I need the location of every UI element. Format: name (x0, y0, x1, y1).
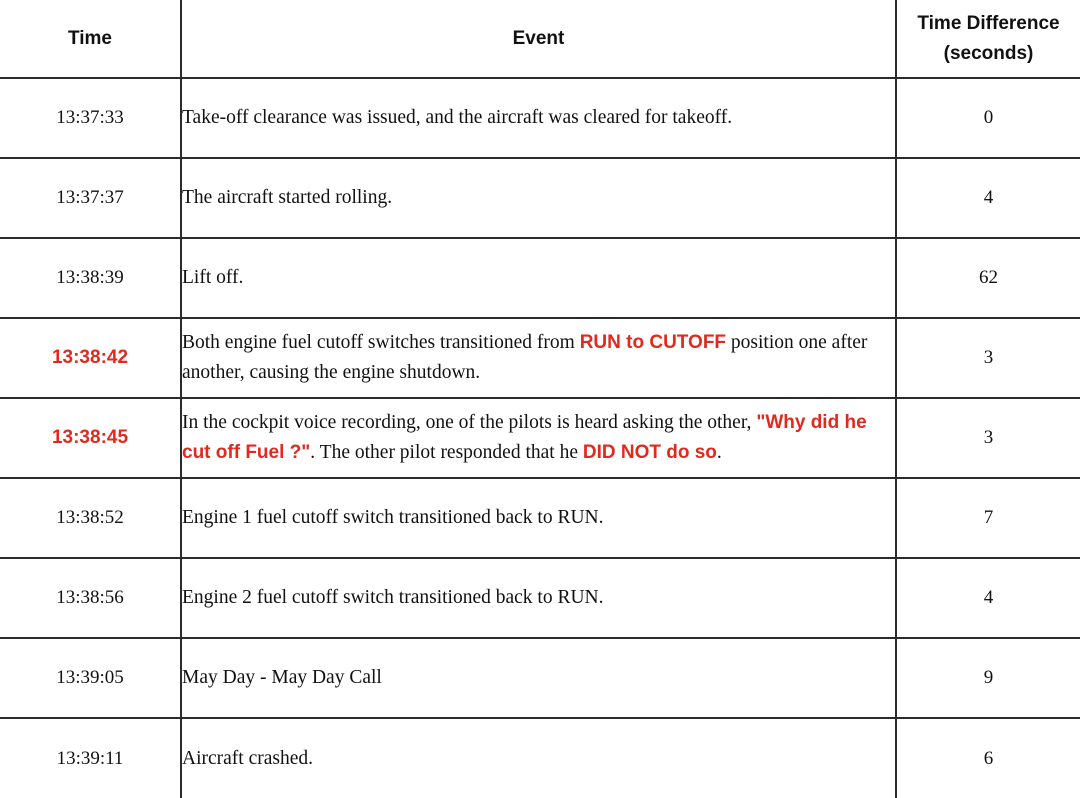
header-diff-line1: Time Difference (917, 12, 1060, 34)
header-time: Time (0, 0, 181, 78)
event-cell: Engine 1 fuel cutoff switch transitioned back to RUN. (181, 478, 896, 558)
event-cell: Take-off clearance was issued, and the aircraft was cleared for takeoff. (181, 78, 896, 158)
header-row (0, 0, 1080, 78)
event-text: Both engine fuel cutoff switches transitioned from (182, 332, 580, 353)
event-cell (181, 318, 896, 398)
diff-cell: 62 (896, 238, 1080, 318)
table-row (0, 238, 1080, 318)
event-cell: May Day - May Day Call (181, 638, 896, 718)
diff-cell: 0 (896, 78, 1080, 158)
time-cell: 13:39:05 (0, 638, 181, 718)
event-cell (181, 398, 896, 478)
diff-cell: 9 (896, 638, 1080, 718)
table-row (0, 638, 1080, 718)
header-event: Event (181, 0, 896, 78)
table-row (0, 158, 1080, 238)
table-row (0, 78, 1080, 158)
event-cell: Lift off. (181, 238, 896, 318)
event-text: position one after another, causing the engine shutdown. (182, 332, 868, 383)
diff-cell: 3 (896, 398, 1080, 478)
header-time-difference (896, 0, 1080, 78)
time-cell: 13:37:33 (0, 78, 181, 158)
diff-cell: 3 (896, 318, 1080, 398)
event-cell: The aircraft started rolling. (181, 158, 896, 238)
event-cell: Engine 2 fuel cutoff switch transitioned back to RUN. (181, 558, 896, 638)
table-row (0, 318, 1080, 398)
diff-cell: 6 (896, 718, 1080, 798)
time-cell: 13:37:37 (0, 158, 181, 238)
event-emphasis: DID NOT do so (582, 442, 717, 463)
time-cell: 13:38:56 (0, 558, 181, 638)
table-row (0, 398, 1080, 478)
event-text: In the cockpit voice recording, one of the pilots is heard asking the other, (182, 412, 757, 433)
header-diff-line2: (seconds) (943, 42, 1034, 64)
diff-cell: 4 (896, 158, 1080, 238)
time-cell: 13:39:11 (0, 718, 181, 798)
diff-cell: 4 (896, 558, 1080, 638)
time-cell: 13:38:39 (0, 238, 181, 318)
time-cell: 13:38:52 (0, 478, 181, 558)
time-cell-highlighted: 13:38:45 (0, 398, 181, 478)
table-row (0, 558, 1080, 638)
event-quote: "Why did he cut off Fuel ?" (182, 412, 867, 463)
time-cell-highlighted: 13:38:42 (0, 318, 181, 398)
event-text: . (716, 442, 722, 463)
event-text: . The other pilot responded that he (310, 442, 583, 463)
event-cell: Aircraft crashed. (181, 718, 896, 798)
event-emphasis: RUN to CUTOFF (579, 332, 727, 353)
table-row (0, 718, 1080, 798)
diff-cell: 7 (896, 478, 1080, 558)
table-row (0, 478, 1080, 558)
